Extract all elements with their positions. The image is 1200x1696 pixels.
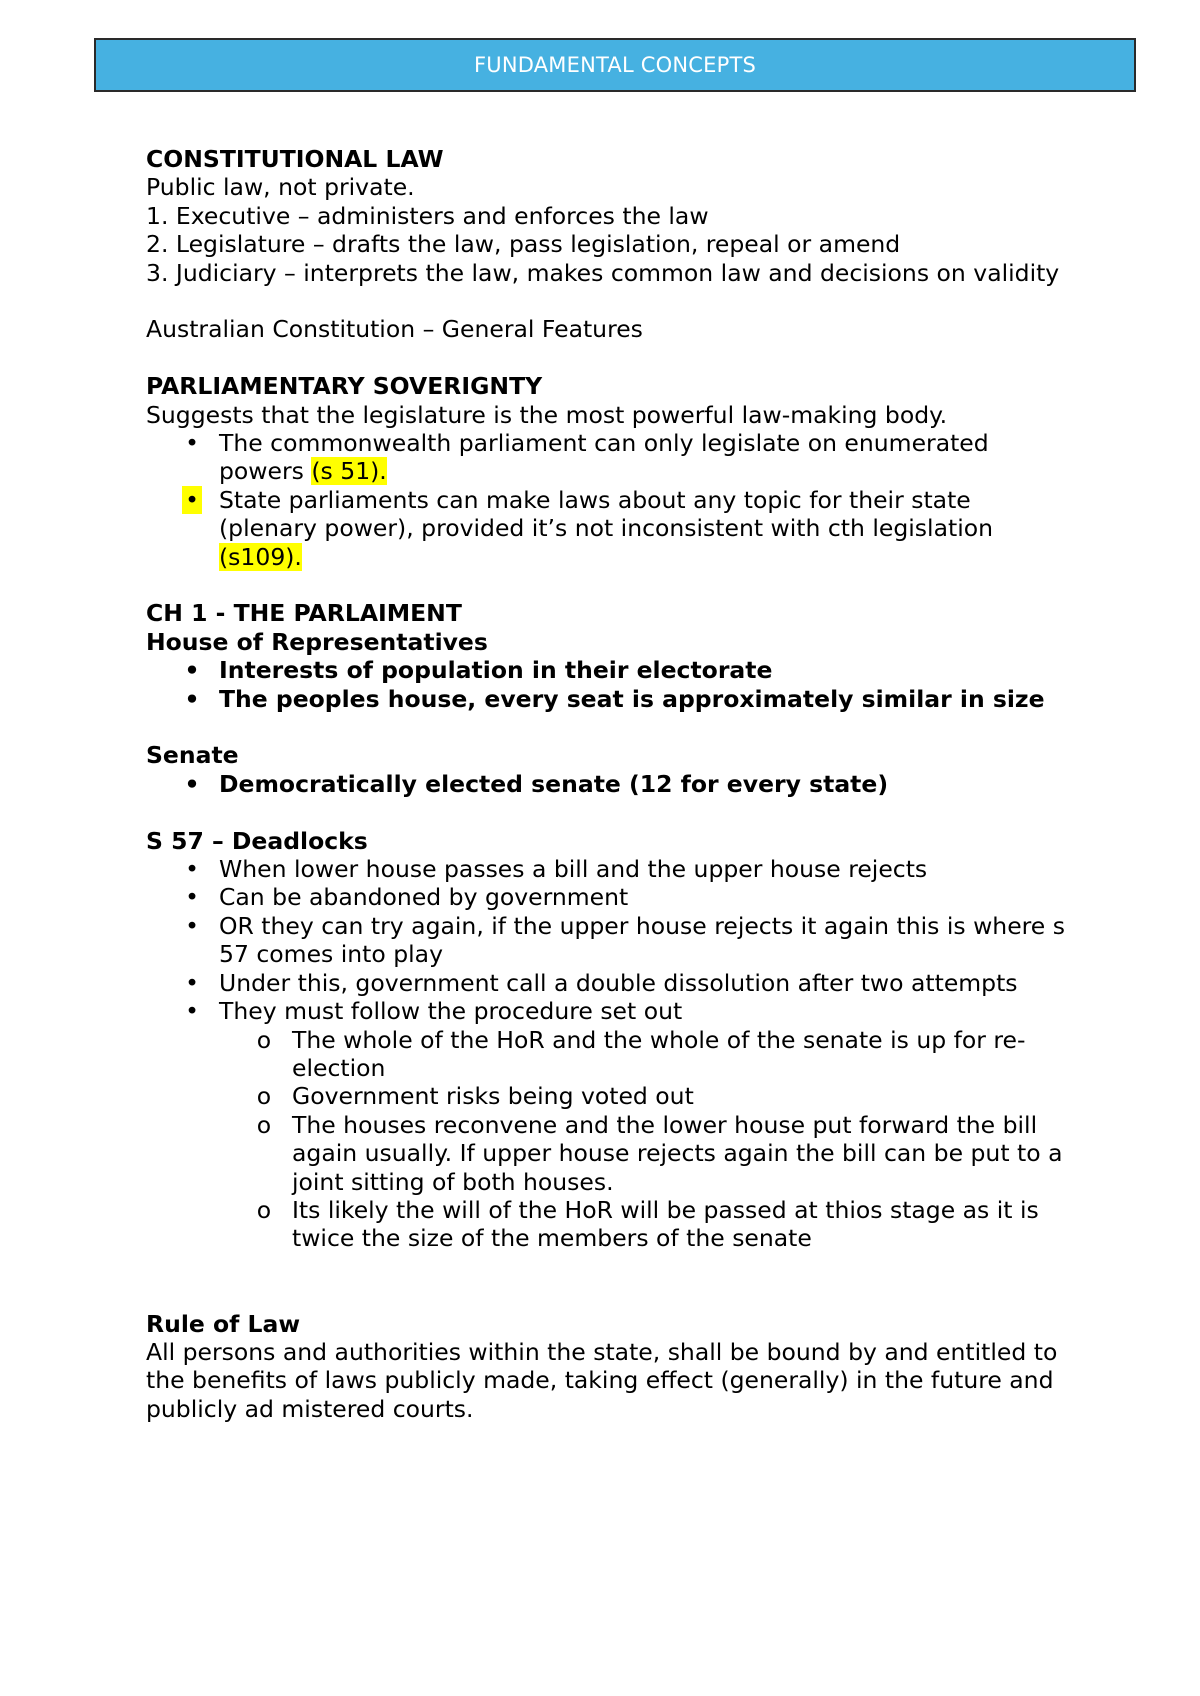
numbered-item: 3. Judiciary – interprets the law, makes common law and decisions on validity (146, 258, 1060, 287)
bullet-list (146, 656, 1076, 713)
bullet-marker: • (185, 855, 199, 884)
bullet-marker: • (185, 429, 199, 458)
list-item-text: Government risks being voted out (292, 1082, 694, 1111)
bullet-marker: • (184, 684, 200, 713)
list-item-text: The peoples house, every seat is approximately similar in size (219, 684, 1045, 713)
list-item-text: Its likely the will of the HoR will be passed at thios stage as it is twice the size of the members of the senate (292, 1195, 1039, 1253)
subsection-heading: House of Representatives (146, 627, 488, 656)
parliament-section (146, 599, 1076, 798)
list-item (146, 685, 1076, 713)
list-item-text: Can be abandoned by government (219, 883, 629, 912)
paragraph: Public law, not private. (146, 173, 415, 202)
list-item-text: Interests of population in their electorate (219, 656, 773, 685)
sub-bullet-marker: o (256, 1025, 272, 1054)
bullet-marker (182, 486, 202, 514)
bullet-marker: • (185, 997, 199, 1026)
bullet-marker: • (184, 769, 200, 798)
list-item (146, 969, 1076, 997)
sub-list-item (146, 1026, 1076, 1083)
list-item (146, 429, 1076, 486)
list-item (146, 912, 1076, 969)
paragraph: All persons and authorities within the state, shall be bound by and entitled to the benefits of laws publicly made, taking effect (generally) in the future and publicly ad mistered courts. (146, 1337, 1065, 1423)
list-item-text: When lower house passes a bill and the upper house rejects (219, 855, 928, 884)
section-heading: PARLIAMENTARY SOVERIGNTY (146, 372, 543, 401)
bullet-marker: • (184, 656, 200, 685)
list-item-text: The whole of the HoR and the whole of the senate is up for re-election (292, 1025, 1026, 1082)
title-banner (94, 38, 1136, 92)
subsection-heading: Senate (146, 741, 239, 770)
list-item-text: State parliaments can make laws about any topic for their state (plenary power), provided it’s not inconsistent with cth legislation (219, 485, 993, 543)
constitutional-law-section (146, 145, 1076, 344)
sub-list-item (146, 1196, 1076, 1253)
list-item (146, 883, 1076, 911)
highlighted-bullet: • (182, 486, 202, 514)
list-item (146, 656, 1076, 684)
bullet-marker: • (185, 883, 199, 912)
numbered-item: 2. Legislature – drafts the law, pass legislation, repeal or amend (146, 230, 901, 259)
section-heading: CONSTITUTIONAL LAW (146, 145, 444, 173)
list-item-text: OR they can try again, if the upper house rejects it again this is where s 57 comes into play (219, 911, 1065, 969)
section-heading: CH 1 - THE PARLAIMENT (146, 599, 462, 628)
list-item (146, 486, 1076, 571)
sub-bullet-marker: o (256, 1110, 272, 1139)
paragraph: Australian Constitution – General Features (146, 315, 643, 344)
highlighted-citation: (s 51). (311, 457, 387, 486)
paragraph: Suggests that the legislature is the most powerful law-making body. (146, 400, 948, 429)
list-item-text: Democratically elected senate (12 for every state) (219, 769, 889, 798)
list-item-text: They must follow the procedure set out (219, 997, 683, 1026)
bullet-marker: • (185, 968, 199, 997)
list-item (146, 997, 1076, 1025)
sub-bullet-marker: o (256, 1195, 272, 1224)
sub-list-item (146, 1082, 1076, 1110)
list-item-text: The houses reconvene and the lower house put forward the bill again usually. If upper house rejects again the bill can be put to a joint sitting of both houses. (292, 1110, 1063, 1196)
section-heading: S 57 – Deadlocks (146, 826, 368, 855)
list-item (146, 855, 1076, 883)
deadlocks-section (146, 827, 1076, 1253)
sub-list-item (146, 1111, 1076, 1196)
list-item-text: The commonwealth parliament can only legislate on enumerated powers (219, 429, 989, 486)
bullet-list (146, 855, 1076, 1253)
document-body (146, 145, 1076, 1423)
section-heading: Rule of Law (146, 1309, 301, 1338)
list-item (146, 770, 1076, 798)
sovereignty-section (146, 372, 1076, 571)
bullet-marker: • (185, 911, 199, 940)
numbered-item: 1. Executive – administers and enforces the law (146, 201, 709, 230)
sub-bullet-marker: o (256, 1082, 272, 1111)
bullet-list (146, 429, 1076, 571)
highlighted-citation: (s109). (219, 542, 302, 571)
rule-of-law-section (146, 1310, 1076, 1424)
list-item-text: Under this, government call a double dissolution after two attempts (219, 968, 1018, 997)
bullet-list (146, 770, 1076, 798)
banner-title: FUNDAMENTAL CONCEPTS (473, 53, 756, 77)
